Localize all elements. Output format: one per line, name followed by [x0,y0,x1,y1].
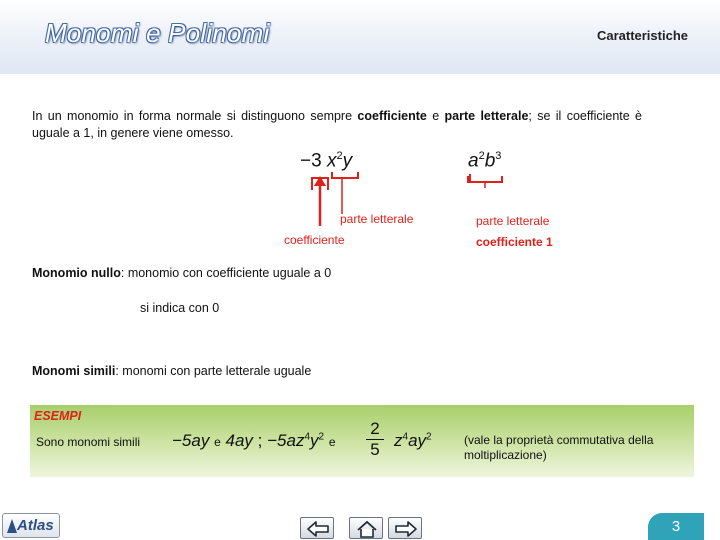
examples-lead: Sono monomi simili [36,435,141,449]
example-term-4-var2: ay [408,431,427,450]
null-monomial-term: Monomio nullo [32,266,121,280]
intro-text-3: ; se il coefficiente è uguale a 1, in genere viene omesso. [32,109,643,140]
atlas-logo [2,513,60,538]
fraction-denominator: 5 [370,440,380,459]
home-button[interactable] [349,517,383,539]
examples-title: ESEMPI [34,409,82,423]
example-separator: ; [257,431,263,450]
monomial-2-var-a: a [468,150,479,172]
forward-arrow-icon [394,520,418,538]
monomial-2-exp-b: 3 [495,150,502,162]
similar-monomials-term: Monomi simili [32,364,116,378]
null-monomial-text: : monomio con coefficiente uguale a 0 [120,266,332,280]
label-literal-2: parte letterale [476,214,550,228]
null-monomial-note: si indica con 0 [140,301,220,315]
similar-monomials-definition [32,364,311,378]
home-icon [355,520,379,538]
slide-title: Monomi e Polinomi [45,18,270,48]
examples-math-1 [172,431,336,451]
forward-button[interactable] [388,517,422,539]
example-term-2: 4ay [225,431,253,450]
intro-text-2: e [426,109,445,123]
back-button[interactable] [300,517,334,539]
examples-note: (vale la proprietà commutativa della moltiplicazione) [464,433,654,462]
example-conj-2: e [328,435,336,449]
atlas-logo-text: Atlas [17,517,54,534]
intro-term-literal: parte letterale [444,109,529,123]
examples-math-2 [394,431,432,451]
example-conj-1: e [214,435,221,449]
monomial-1-var-x: x [326,150,337,172]
fraction-numerator: 2 [366,419,384,440]
monomial-2-exp-a: 2 [478,150,485,162]
similar-monomials-text: : monomi con parte letterale uguale [115,364,312,378]
monomial-1-exp-x: 2 [336,150,343,162]
back-arrow-icon [306,520,330,538]
slide-header [0,0,720,74]
example-term-3-var: y [310,431,319,450]
section-title: Caratteristiche [596,28,688,43]
intro-text-1: In un monomio in forma normale si distinguono sempre [32,109,358,123]
null-monomial-definition [32,266,331,280]
literal-bracket-2 [468,176,502,182]
example-fraction [366,419,384,460]
example-term-3-exp2: 2 [318,431,325,443]
intro-paragraph [32,108,642,142]
intro-term-coefficient: coefficiente [357,109,427,123]
annotation-brackets [280,168,600,238]
monomial-1-coefficient: −3 [300,150,322,172]
example-term-3-exp1: 4 [304,431,311,443]
examples-box [30,405,694,477]
literal-bracket-1 [332,172,358,178]
example-term-1: −5ay [172,431,210,450]
example-term-4-exp1: 4 [402,431,409,443]
example-term-4-var1: z [394,431,403,450]
page-number: 3 [648,513,704,540]
example-term-4-exp2: 2 [426,431,432,443]
label-literal-1: parte letterale [340,212,414,226]
example-term-3: −5az [267,431,305,450]
monomial-1-var-y: y [342,150,353,172]
monomial-2-var-b: b [484,150,496,172]
atlas-logo-icon [7,519,17,533]
label-coefficient-1: coefficiente [284,233,345,247]
label-coefficient-2: coefficiente 1 [476,235,553,249]
